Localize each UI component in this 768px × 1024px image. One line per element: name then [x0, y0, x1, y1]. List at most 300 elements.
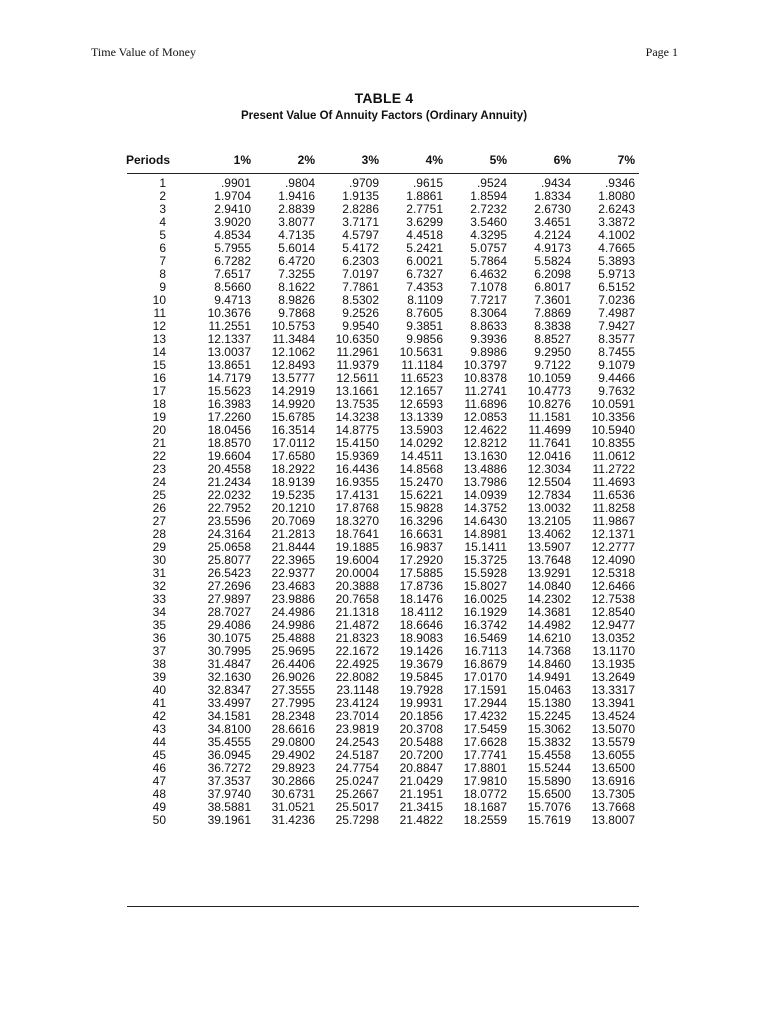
factor-cell: 39.1961	[207, 813, 251, 827]
period-cell: 47	[152, 774, 166, 788]
factor-cell: 15.5928	[463, 566, 507, 580]
factor-cell: 22.7952	[207, 501, 251, 515]
factor-cell: 35.4555	[207, 735, 251, 749]
factor-cell: 11.1581	[528, 410, 571, 424]
factor-cell: 15.2245	[527, 709, 571, 723]
factor-cell: 27.7995	[271, 696, 315, 710]
factor-cell: 20.7069	[271, 514, 315, 528]
header-document-title: Time Value of Money	[91, 45, 196, 59]
factor-cell: 31.0521	[271, 800, 315, 814]
factor-cell: 11.9379	[336, 358, 379, 372]
factor-cell: 25.4888	[271, 631, 315, 645]
factor-cell: 13.5903	[399, 423, 443, 437]
factor-cell: 20.5488	[399, 735, 443, 749]
factor-cell: 14.7179	[207, 371, 251, 385]
period-cell: 18	[152, 397, 166, 411]
factor-cell: 4.3295	[470, 228, 507, 242]
factor-cell: 11.6523	[400, 371, 443, 385]
period-cell: 15	[152, 358, 166, 372]
table-row	[0, 437, 768, 450]
table-row	[0, 788, 768, 801]
factor-cell: 13.7305	[591, 787, 635, 801]
factor-cell: 11.0612	[592, 449, 635, 463]
factor-cell: 14.3681	[527, 605, 571, 619]
factor-cell: 8.7605	[406, 306, 443, 320]
period-cell: 42	[152, 709, 166, 723]
factor-cell: 7.1078	[470, 280, 507, 294]
factor-cell: 22.4925	[335, 657, 379, 671]
factor-cell: 17.0170	[463, 670, 507, 684]
table-row	[0, 801, 768, 814]
period-cell: 6	[159, 241, 166, 255]
factor-cell: 15.8027	[463, 579, 507, 593]
factor-cell: 14.4982	[527, 618, 571, 632]
factor-cell: 6.2303	[342, 254, 379, 268]
period-cell: 43	[152, 722, 166, 736]
factor-cell: 8.5302	[342, 293, 379, 307]
factor-cell: 11.2722	[592, 462, 635, 476]
factor-cell: 12.7834	[527, 488, 571, 502]
factor-cell: 10.8355	[591, 436, 635, 450]
factor-cell: 22.3965	[271, 553, 315, 567]
factor-cell: 18.4112	[400, 605, 443, 619]
factor-cell: 11.2961	[336, 345, 379, 359]
factor-cell: 15.6221	[399, 488, 443, 502]
factor-cell: 7.6517	[214, 267, 251, 281]
factor-cell: 6.4632	[470, 267, 507, 281]
factor-cell: 18.9083	[399, 631, 443, 645]
table-row	[0, 736, 768, 749]
column-header-periods: Periods	[126, 153, 171, 167]
factor-cell: 12.7538	[591, 592, 635, 606]
factor-cell: 12.9477	[591, 618, 635, 632]
factor-cell: 14.8775	[335, 423, 379, 437]
factor-cell: 37.9740	[207, 787, 251, 801]
factor-cell: 10.3797	[463, 358, 507, 372]
factor-cell: .9524	[476, 176, 507, 190]
period-cell: 17	[152, 384, 166, 398]
period-cell: 46	[152, 761, 166, 775]
factor-cell: 12.1657	[399, 384, 443, 398]
factor-cell: 12.0853	[463, 410, 507, 424]
factor-cell: 27.9897	[207, 592, 251, 606]
factor-cell: 18.8570	[207, 436, 251, 450]
factor-cell: 13.1661	[335, 384, 379, 398]
factor-cell: 10.3676	[207, 306, 251, 320]
factor-cell: 23.5596	[207, 514, 251, 528]
period-cell: 33	[152, 592, 166, 606]
factor-cell: 32.1630	[207, 670, 251, 684]
factor-cell: 15.5623	[207, 384, 251, 398]
period-cell: 23	[152, 462, 166, 476]
factor-cell: 14.9491	[527, 670, 571, 684]
factor-cell: 30.1075	[207, 631, 251, 645]
factor-cell: 20.3708	[399, 722, 443, 736]
factor-cell: 23.7014	[335, 709, 379, 723]
factor-cell: 17.1591	[463, 683, 507, 697]
factor-cell: 17.6580	[271, 449, 315, 463]
period-cell: 7	[159, 254, 166, 268]
factor-cell: 1.9704	[214, 189, 251, 203]
table-row	[0, 645, 768, 658]
period-cell: 1	[159, 176, 166, 190]
factor-cell: 14.6430	[463, 514, 507, 528]
period-cell: 3	[159, 202, 166, 216]
table-row	[0, 307, 768, 320]
factor-cell: 11.9867	[592, 514, 635, 528]
factor-cell: 36.7272	[207, 761, 251, 775]
period-cell: 50	[152, 813, 166, 827]
factor-cell: 17.7741	[463, 748, 507, 762]
table-title: TABLE 4	[354, 90, 414, 106]
factor-cell: 2.8286	[342, 202, 379, 216]
period-cell: 27	[152, 514, 166, 528]
factor-cell: 23.4124	[335, 696, 379, 710]
factor-cell: 3.6299	[406, 215, 443, 229]
factor-cell: .9901	[220, 176, 251, 190]
factor-cell: 14.4511	[400, 449, 443, 463]
factor-cell: 12.3034	[527, 462, 571, 476]
period-cell: 39	[152, 670, 166, 684]
factor-cell: 6.5152	[598, 280, 635, 294]
factor-cell: 12.8493	[271, 358, 315, 372]
factor-cell: 5.2421	[406, 241, 443, 255]
factor-cell: 29.8923	[271, 761, 315, 775]
factor-cell: .9434	[540, 176, 571, 190]
factor-cell: 4.5797	[342, 228, 379, 242]
factor-cell: 23.9886	[271, 592, 315, 606]
factor-cell: 2.6730	[534, 202, 571, 216]
factor-cell: 4.4518	[406, 228, 443, 242]
factor-cell: 12.2777	[591, 540, 635, 554]
factor-cell: 15.5244	[527, 761, 571, 775]
factor-cell: 13.4886	[463, 462, 507, 476]
factor-cell: 15.4558	[527, 748, 571, 762]
table-row	[0, 411, 768, 424]
factor-cell: 16.9355	[335, 475, 379, 489]
column-header-1pct: 1%	[233, 153, 251, 167]
period-cell: 13	[152, 332, 166, 346]
factor-cell: 2.7751	[406, 202, 443, 216]
period-cell: 19	[152, 410, 166, 424]
factor-cell: 12.0416	[527, 449, 571, 463]
factor-cell: 15.4150	[335, 436, 379, 450]
factor-cell: 37.3537	[207, 774, 251, 788]
table-row	[0, 710, 768, 723]
factor-cell: 7.4987	[598, 306, 635, 320]
factor-cell: 26.9026	[271, 670, 315, 684]
factor-cell: 4.1002	[598, 228, 635, 242]
factor-cell: 7.8869	[534, 306, 571, 320]
factor-cell: 17.2944	[463, 696, 507, 710]
factor-cell: 34.8100	[207, 722, 251, 736]
factor-cell: 17.9810	[463, 774, 507, 788]
factor-cell: 27.2696	[207, 579, 251, 593]
factor-cell: 20.4558	[207, 462, 251, 476]
factor-cell: 18.1476	[399, 592, 443, 606]
factor-cell: 24.2543	[335, 735, 379, 749]
period-cell: 30	[152, 553, 166, 567]
factor-cell: 2.9410	[214, 202, 251, 216]
factor-cell: 3.8077	[278, 215, 315, 229]
table-row	[0, 619, 768, 632]
factor-cell: 14.6210	[527, 631, 571, 645]
factor-cell: 27.3555	[271, 683, 315, 697]
factor-cell: 11.2551	[208, 319, 251, 333]
factor-cell: 18.0772	[463, 787, 507, 801]
table-row	[0, 190, 768, 203]
table-row	[0, 749, 768, 762]
period-cell: 24	[152, 475, 166, 489]
factor-cell: 16.3296	[399, 514, 443, 528]
table-row	[0, 632, 768, 645]
factor-cell: 12.1337	[207, 332, 251, 346]
factor-cell: 9.2526	[342, 306, 379, 320]
factor-cell: 3.4651	[534, 215, 571, 229]
period-cell: 31	[152, 566, 166, 580]
period-cell: 40	[152, 683, 166, 697]
factor-cell: 9.9856	[406, 332, 443, 346]
factor-cell: 4.7665	[598, 241, 635, 255]
period-cell: 16	[152, 371, 166, 385]
factor-cell: 18.0456	[207, 423, 251, 437]
factor-cell: 13.4524	[591, 709, 635, 723]
period-cell: 35	[152, 618, 166, 632]
factor-cell: 15.3062	[527, 722, 571, 736]
factor-cell: 19.1426	[399, 644, 443, 658]
table-row	[0, 333, 768, 346]
factor-cell: 14.0840	[527, 579, 571, 593]
factor-cell: .9346	[604, 176, 635, 190]
factor-cell: 9.9540	[342, 319, 379, 333]
factor-cell: 31.4847	[207, 657, 251, 671]
factor-cell: 7.3255	[278, 267, 315, 281]
period-cell: 41	[152, 696, 166, 710]
factor-cell: .9615	[412, 176, 443, 190]
table-row	[0, 398, 768, 411]
table-row	[0, 541, 768, 554]
factor-cell: 12.6593	[399, 397, 443, 411]
period-cell: 38	[152, 657, 166, 671]
factor-cell: 1.8080	[598, 189, 635, 203]
factor-cell: 10.1059	[527, 371, 571, 385]
factor-cell: .9804	[284, 176, 315, 190]
table-row	[0, 320, 768, 333]
factor-cell: 30.7995	[207, 644, 251, 658]
factor-cell: 21.2434	[207, 475, 251, 489]
factor-cell: 13.1339	[399, 410, 443, 424]
factor-cell: 15.9369	[335, 449, 379, 463]
period-cell: 4	[159, 215, 166, 229]
factor-cell: 21.4822	[399, 813, 443, 827]
factor-cell: 9.7632	[598, 384, 635, 398]
factor-cell: 19.6604	[207, 449, 251, 463]
table-row	[0, 255, 768, 268]
factor-cell: 16.0025	[463, 592, 507, 606]
factor-cell: 13.1170	[592, 644, 635, 658]
factor-cell: 13.0037	[207, 345, 251, 359]
factor-cell: 26.5423	[207, 566, 251, 580]
factor-cell: 38.5881	[207, 800, 251, 814]
factor-cell: 25.0658	[207, 540, 251, 554]
factor-cell: 24.4986	[271, 605, 315, 619]
factor-cell: 21.8444	[271, 540, 315, 554]
factor-cell: 4.8534	[214, 228, 251, 242]
factor-cell: 7.4353	[406, 280, 443, 294]
factor-cell: 5.9713	[598, 267, 635, 281]
factor-cell: 17.8736	[399, 579, 443, 593]
factor-cell: 15.0463	[527, 683, 571, 697]
factor-cell: 5.0757	[470, 241, 507, 255]
factor-cell: 21.8323	[335, 631, 379, 645]
factor-cell: 10.5753	[271, 319, 315, 333]
factor-cell: 6.4720	[278, 254, 315, 268]
factor-cell: 7.3601	[534, 293, 571, 307]
factor-cell: 15.7076	[527, 800, 571, 814]
factor-cell: 8.8633	[470, 319, 507, 333]
factor-cell: 2.8839	[278, 202, 315, 216]
factor-cell: 36.0945	[207, 748, 251, 762]
column-header-2pct: 2%	[297, 153, 315, 167]
factor-cell: 17.5459	[463, 722, 507, 736]
factor-cell: 17.5885	[399, 566, 443, 580]
factor-cell: 21.4872	[335, 618, 379, 632]
table-row	[0, 671, 768, 684]
table-row	[0, 476, 768, 489]
table-row	[0, 775, 768, 788]
period-cell: 48	[152, 787, 166, 801]
factor-cell: 17.8768	[335, 501, 379, 515]
factor-cell: 16.3514	[271, 423, 315, 437]
factor-cell: 12.5611	[336, 371, 379, 385]
factor-cell: 21.1951	[399, 787, 443, 801]
factor-cell: 3.7171	[342, 215, 379, 229]
factor-cell: 23.1148	[336, 683, 379, 697]
factor-cell: 23.4683	[271, 579, 315, 593]
factor-cell: 16.4436	[335, 462, 379, 476]
factor-cell: 22.8082	[335, 670, 379, 684]
factor-cell: 8.1622	[278, 280, 315, 294]
factor-cell: 20.1856	[399, 709, 443, 723]
table-row	[0, 281, 768, 294]
factor-cell: 25.7298	[335, 813, 379, 827]
factor-cell: 5.3893	[598, 254, 635, 268]
factor-cell: 13.6916	[591, 774, 635, 788]
factor-cell: 20.7200	[399, 748, 443, 762]
period-cell: 20	[152, 423, 166, 437]
factor-cell: 20.1210	[271, 501, 315, 515]
factor-cell: 19.6004	[335, 553, 379, 567]
factor-cell: 16.9837	[399, 540, 443, 554]
factor-cell: 23.9819	[335, 722, 379, 736]
factor-cell: 9.1079	[598, 358, 635, 372]
factor-cell: 6.0021	[406, 254, 443, 268]
factor-cell: 20.3888	[335, 579, 379, 593]
factor-cell: 24.5187	[335, 748, 379, 762]
factor-cell: 9.4713	[214, 293, 251, 307]
factor-cell: 13.4062	[527, 527, 571, 541]
period-cell: 25	[152, 488, 166, 502]
factor-cell: 30.6731	[271, 787, 315, 801]
factor-cell: 9.3936	[470, 332, 507, 346]
factor-cell: 24.3164	[207, 527, 251, 541]
factor-cell: 10.5940	[591, 423, 635, 437]
factor-cell: 13.2105	[527, 514, 571, 528]
factor-cell: 21.0429	[399, 774, 443, 788]
factor-cell: 18.6646	[399, 618, 443, 632]
factor-cell: 22.1672	[335, 644, 379, 658]
factor-cell: 28.7027	[207, 605, 251, 619]
factor-cell: 6.7282	[214, 254, 251, 268]
table-row	[0, 515, 768, 528]
table-row	[0, 762, 768, 775]
factor-cell: 18.7641	[335, 527, 379, 541]
factor-cell: 11.6896	[464, 397, 507, 411]
table-bottom-rule	[127, 906, 639, 907]
factor-cell: 22.0232	[207, 488, 251, 502]
factor-cell: 20.7658	[335, 592, 379, 606]
factor-cell: 11.7641	[528, 436, 571, 450]
factor-cell: 11.2741	[464, 384, 507, 398]
table-row	[0, 814, 768, 827]
factor-cell: 21.1318	[335, 605, 379, 619]
factor-cell: 14.0292	[399, 436, 443, 450]
factor-cell: 19.5235	[271, 488, 315, 502]
factor-cell: 15.5890	[527, 774, 571, 788]
factor-cell: 1.8861	[406, 189, 443, 203]
table-row	[0, 463, 768, 476]
factor-cell: 7.7217	[470, 293, 507, 307]
factor-cell: 14.2919	[271, 384, 315, 398]
table-row	[0, 606, 768, 619]
factor-cell: 8.7455	[598, 345, 635, 359]
factor-cell: 11.6536	[592, 488, 635, 502]
table-row	[0, 242, 768, 255]
factor-cell: 29.0800	[271, 735, 315, 749]
factor-cell: 2.7232	[470, 202, 507, 216]
factor-cell: 11.4693	[592, 475, 635, 489]
table-row	[0, 593, 768, 606]
factor-cell: 8.8527	[534, 332, 571, 346]
factor-cell: 25.8077	[207, 553, 251, 567]
factor-cell: 4.7135	[278, 228, 315, 242]
factor-cell: 11.8258	[592, 501, 635, 515]
factor-cell: 13.9291	[527, 566, 571, 580]
factor-cell: 18.1687	[463, 800, 507, 814]
period-cell: 45	[152, 748, 166, 762]
table-subtitle: Present Value Of Annuity Factors (Ordinary Annuity)	[240, 110, 528, 122]
factor-cell: 29.4086	[207, 618, 251, 632]
header-page-number: Page 1	[645, 45, 678, 59]
factor-cell: 28.6616	[271, 722, 315, 736]
factor-cell: 1.9135	[342, 189, 379, 203]
factor-cell: 12.1371	[591, 527, 635, 541]
factor-cell: 15.9828	[399, 501, 443, 515]
factor-cell: 9.2950	[534, 345, 571, 359]
period-cell: 32	[152, 579, 166, 593]
factor-cell: 24.7754	[335, 761, 379, 775]
factor-cell: 20.0004	[335, 566, 379, 580]
factor-cell: 5.7864	[470, 254, 507, 268]
factor-cell: 12.8212	[463, 436, 507, 450]
factor-cell: 13.7986	[463, 475, 507, 489]
table-row	[0, 424, 768, 437]
factor-cell: .9709	[348, 176, 379, 190]
factor-cell: 15.1411	[464, 540, 507, 554]
period-cell: 10	[152, 293, 166, 307]
factor-cell: 17.8801	[463, 761, 507, 775]
factor-cell: 5.7955	[214, 241, 251, 255]
